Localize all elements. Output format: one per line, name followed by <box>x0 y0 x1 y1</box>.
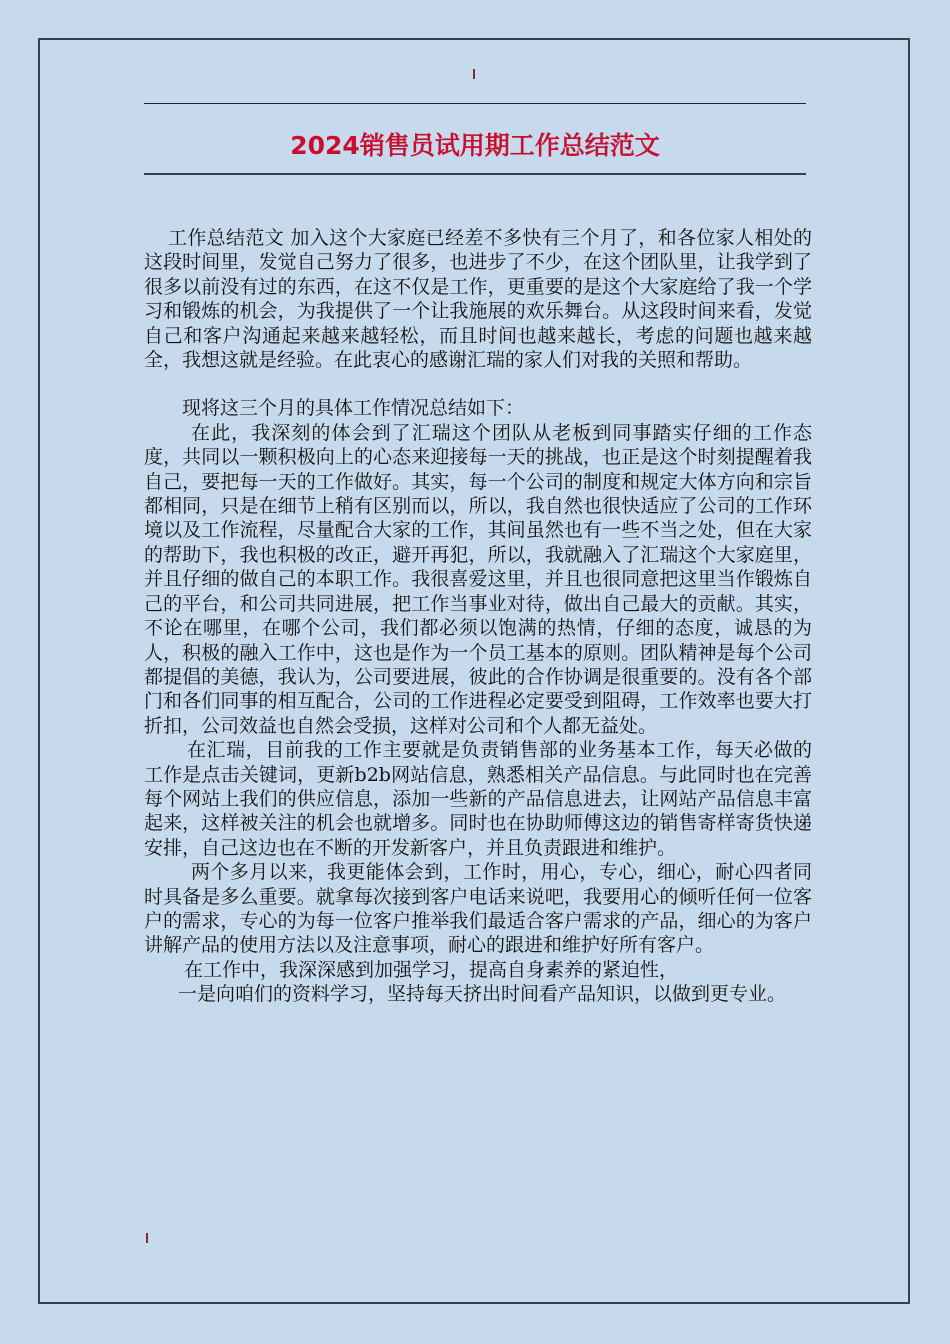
paragraph-gap <box>144 372 812 396</box>
paragraph-team-attitude: 在此，我深刻的体会到了汇瑞这个团队从老板到同事踏实仔细的工作态度，共同以一颗积极向上的心态来迎接每一天的挑战，也正是这个时刻提醒着我自己，要把每一天的工作做好。其实，每一个公司的制度和规定大体方向和宗旨都相同，只是在细节上稍有区别而以，所以，我自然也很快适应了公司的工作环境以及工作流程，尽量配合大家的工作，其间虽然也有一些不当之处，但在大家的帮助下，我也积极的改正，避开再犯，所以，我就融入了汇瑞这个大家庭里，并且仔细的做自己的本职工作。我很喜爱这里，并且也很同意把这里当作锻炼自己的平台，和公司共同进展，把工作当事业对待，做出自己最大的贡献。其实，不论在哪里，在哪个公司，我们都必须以饱满的热情，仔细的态度，诚恳的为人，积极的融入工作中，这也是作为一个员工基本的原则。团队精神是每个公司都提倡的美德，我认为，公司要进展，彼此的合作协调是很重要的。没有各个部门和各们同事的相互配合，公司的工作进程必定要受到阻碍，工作效率也要大打折扣，公司效益也自然会受损，这样对公司和个人都无益处。 <box>144 421 812 737</box>
header-mark <box>473 69 475 79</box>
paragraph-four-minds: 两个多月以来，我更能体会到，工作时，用心，专心，细心，耐心四者同时具备是多么重要。就拿每次接到客户电话来说吧，我要用心的倾听任何一位客户的需求，专心的为每一位客户推举我们最适合客户需求的产品，细心的为客户讲解产品的使用方法以及注意事项，耐心的跟进和维护好所有客户。 <box>144 861 812 957</box>
paragraph-learning-point-one: 一是向咱们的资料学习，坚持每天挤出时间看产品知识，以做到更专业。 <box>178 983 787 1006</box>
title-underline <box>144 173 806 175</box>
document-body <box>144 226 812 1007</box>
footer-mark <box>146 1233 148 1243</box>
document-title: 2024销售员试用期工作总结范文 <box>290 131 660 160</box>
paragraph-learning: 在工作中，我深深感到加强学习，提高自身素养的紧迫性， <box>184 958 679 981</box>
paragraph-intro: 工作总结范文 加入这个大家庭已经差不多快有三个月了，和各位家人相处的这段时间里，发觉自己努力了很多，也进步了不少，在这个团队里，让我学到了很多以前没有过的东西，在这不仅是工作，更重要的是这个大家庭给了我一个学习和锻炼的机会，为我提供了一个让我施展的欢乐舞台。从这段时间来看，发觉自己和客户沟通起来越来越轻松，而且时间也越来越长，考虑的问题也越来越全，我想这就是经验。在此衷心的感谢汇瑞的家人们对我的关照和帮助。 <box>144 227 812 372</box>
header-rule <box>144 103 806 104</box>
paragraph-sales-work: 在汇瑞，目前我的工作主要就是负责销售部的业务基本工作，每天必做的工作是点击关键词，更新b2b网站信息，熟悉相关产品信息。与此同时也在完善每个网站上我们的供应信息，添加一些新的产品信息进去，让网站产品信息丰富起来，这样被关注的机会也就增多。同时也在协助师傅这边的销售寄样寄货快递安排，自己这边也在不断的开发新客户，并且负责跟进和维护。 <box>144 739 812 859</box>
paragraph-summary-lead: 现将这三个月的具体工作情况总结如下： <box>182 397 525 420</box>
